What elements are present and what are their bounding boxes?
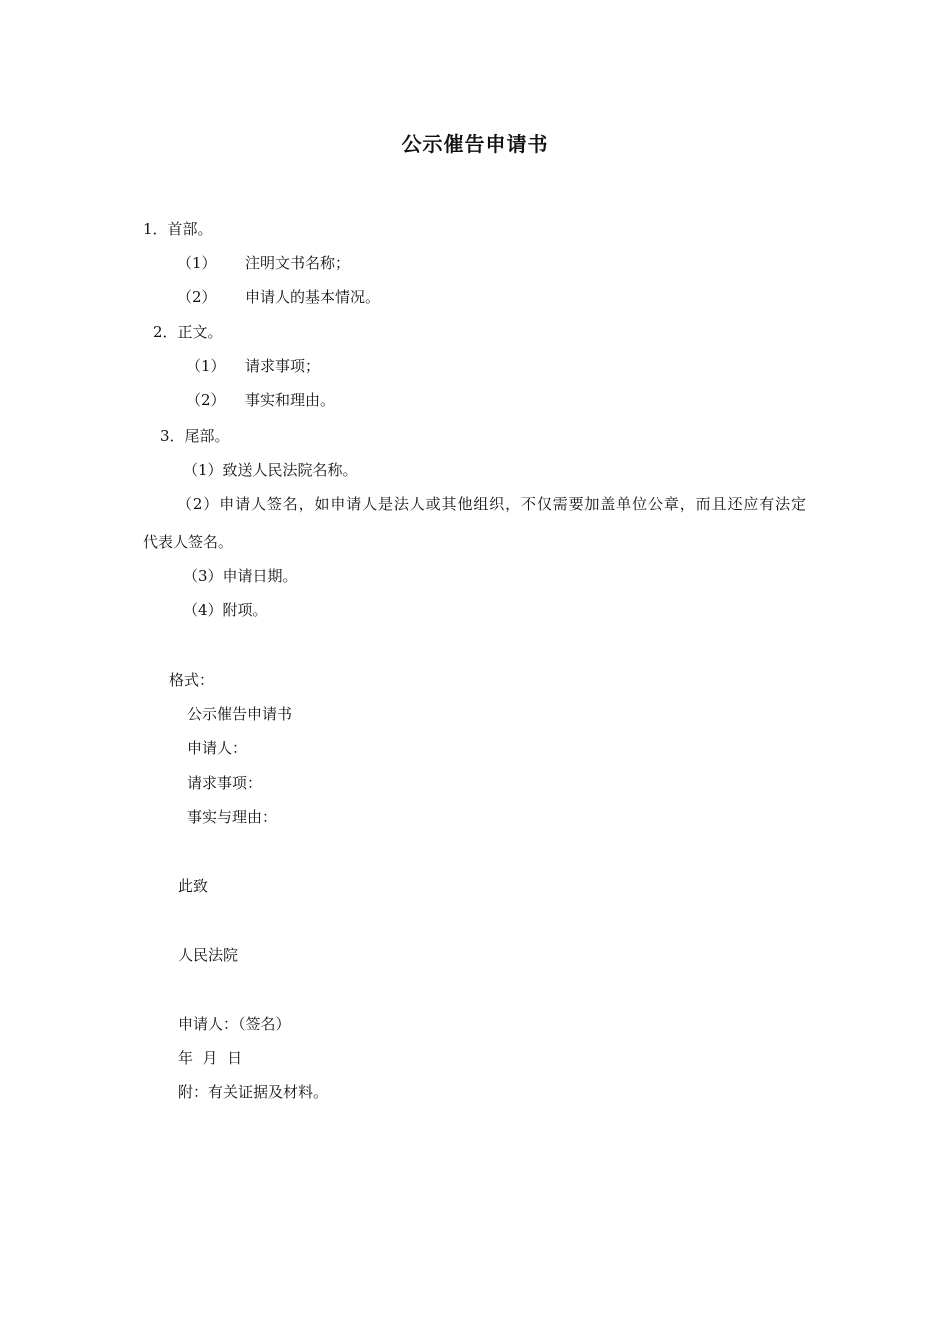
section-2-item-2-text: 事实和理由。: [245, 391, 336, 409]
format-salutation: 此致: [178, 877, 209, 895]
section-3-heading: 3．尾部。: [160, 427, 230, 445]
format-label: 格式：: [169, 671, 215, 689]
section-1-item-1-number: （1）: [177, 254, 217, 272]
section-1-item-2-text: 申请人的基本情况。: [245, 288, 381, 306]
section-2-item-1-number: （1）: [186, 357, 226, 375]
format-court: 人民法院: [178, 946, 239, 964]
format-date: 年 月 日: [178, 1049, 243, 1067]
section-1-heading: 1．首部。: [143, 220, 213, 238]
section-1-item-2-number: （2）: [177, 288, 217, 306]
format-signature: 申请人：（签名）: [178, 1015, 291, 1033]
format-document-title: 公示催告申请书: [187, 705, 293, 723]
format-attachment: 附：有关证据及材料。: [178, 1083, 329, 1101]
section-3-item-2-line-1: （2）申请人签名，如申请人是法人或其他组织，不仅需要加盖单位公章，而且还应有法定: [177, 495, 807, 513]
section-3-item-2-line-2: 代表人签名。: [143, 533, 234, 551]
section-2-item-2-number: （2）: [186, 391, 226, 409]
document-title: 公示催告申请书: [401, 132, 549, 156]
format-facts: 事实与理由：: [187, 808, 278, 826]
section-3-item-3: （3）申请日期。: [183, 567, 298, 585]
section-3-item-1: （1）致送人民法院名称。: [183, 461, 358, 479]
format-applicant: 申请人：: [187, 739, 248, 757]
section-1-item-1-text: 注明文书名称；: [245, 254, 351, 272]
section-2-item-1-text: 请求事项；: [245, 357, 321, 375]
section-3-item-4: （4）附项。: [183, 601, 268, 619]
section-2-heading: 2．正文。: [153, 323, 223, 341]
format-request: 请求事项：: [187, 774, 263, 792]
